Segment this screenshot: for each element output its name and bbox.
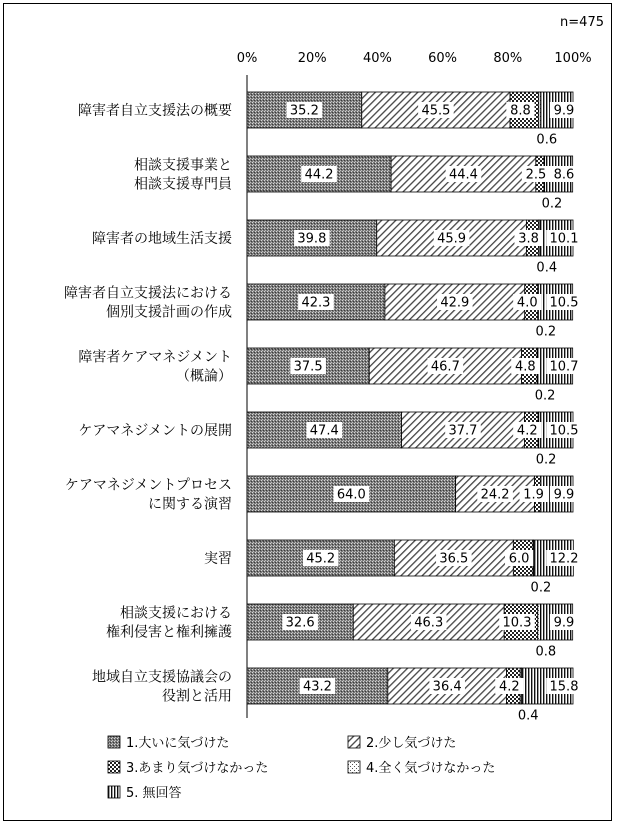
data-label: 6.0 bbox=[508, 551, 530, 567]
data-label-small: 0.8 bbox=[535, 644, 557, 660]
legend-label: 4.全く気づけなかった bbox=[366, 761, 496, 776]
legend-label: 2.少し気づけた bbox=[366, 736, 457, 751]
data-label-small: 0.6 bbox=[536, 132, 558, 148]
data-label: 9.9 bbox=[553, 615, 575, 631]
category-label: 障害者自立支援法における bbox=[64, 285, 232, 302]
data-label: 4.8 bbox=[514, 359, 536, 375]
data-label: 1.9 bbox=[523, 487, 544, 503]
category-label: 障害者の地域生活支援 bbox=[92, 231, 232, 247]
category-label: 地域自立支援協議会の bbox=[92, 669, 232, 686]
data-label: 44.2 bbox=[304, 167, 334, 183]
legend-label: 3.あまり気づけなかった bbox=[126, 761, 269, 776]
x-tick-label: 40% bbox=[362, 51, 392, 66]
data-label: 4.2 bbox=[498, 679, 520, 695]
data-label: 36.5 bbox=[439, 551, 469, 567]
x-tick-label: 60% bbox=[428, 51, 458, 66]
data-label: 32.6 bbox=[285, 615, 315, 631]
data-label: 45.5 bbox=[421, 103, 451, 119]
category-label: に関する演習 bbox=[148, 496, 232, 513]
data-label: 46.3 bbox=[414, 615, 444, 631]
data-label: 9.9 bbox=[553, 487, 575, 503]
legend-label: 1.大いに気づけた bbox=[126, 736, 230, 751]
data-label: 39.8 bbox=[297, 231, 327, 247]
data-label: 2.5 bbox=[525, 167, 547, 183]
x-tick-label: 80% bbox=[493, 51, 523, 66]
data-label: 10.5 bbox=[549, 295, 579, 311]
data-label: 45.2 bbox=[306, 551, 336, 567]
category-label: 障害者ケアマネジメント bbox=[78, 349, 232, 366]
data-label: 10.7 bbox=[549, 359, 579, 375]
data-label: 36.4 bbox=[432, 679, 462, 695]
data-label: 37.7 bbox=[448, 423, 478, 439]
category-label: （概論） bbox=[176, 368, 232, 385]
data-label: 15.8 bbox=[549, 679, 579, 695]
legend-swatch bbox=[108, 786, 120, 798]
legend-swatch bbox=[348, 736, 360, 748]
data-label: 43.2 bbox=[302, 679, 332, 695]
data-label-small: 0.2 bbox=[535, 324, 557, 340]
category-label: 個別支援計画の作成 bbox=[106, 304, 232, 321]
data-label-small: 0.2 bbox=[534, 388, 556, 404]
data-label-small: 0.2 bbox=[535, 452, 557, 468]
data-label: 44.4 bbox=[448, 167, 478, 183]
data-label: 24.2 bbox=[480, 487, 510, 503]
category-label: ケアマネジメントプロセス bbox=[64, 477, 232, 494]
data-label-small: 0.2 bbox=[541, 196, 563, 212]
data-label: 8.8 bbox=[510, 103, 531, 119]
x-tick-label: 0% bbox=[236, 51, 258, 66]
data-label: 64.0 bbox=[336, 487, 366, 503]
data-label: 42.9 bbox=[440, 295, 470, 311]
data-label: 42.3 bbox=[301, 295, 331, 311]
category-label: 相談支援における bbox=[120, 605, 232, 622]
data-label: 8.6 bbox=[553, 167, 575, 183]
data-label: 46.7 bbox=[430, 359, 460, 375]
category-label: 実習 bbox=[204, 551, 232, 567]
data-label: 37.5 bbox=[293, 359, 323, 375]
legend-swatch bbox=[348, 761, 360, 773]
data-label: 35.2 bbox=[289, 103, 319, 119]
legend-label: 5. 無回答 bbox=[126, 786, 182, 801]
sample-size-label: n=475 bbox=[560, 15, 604, 30]
data-label-small: 0.4 bbox=[536, 260, 558, 276]
category-label: 役割と活用 bbox=[162, 688, 232, 705]
data-label: 10.1 bbox=[549, 231, 579, 247]
category-label: ケアマネジメントの展開 bbox=[78, 423, 232, 439]
data-label: 45.9 bbox=[437, 231, 467, 247]
category-label: 相談支援専門員 bbox=[134, 176, 232, 193]
category-label: 障害者自立支援法の概要 bbox=[78, 103, 232, 119]
category-label: 相談支援事業と bbox=[134, 157, 232, 174]
x-tick-label: 20% bbox=[297, 51, 327, 66]
data-label: 10.5 bbox=[549, 423, 579, 439]
data-label: 47.4 bbox=[309, 423, 339, 439]
data-label: 10.3 bbox=[502, 615, 532, 631]
legend-swatch bbox=[108, 761, 120, 773]
data-label: 12.2 bbox=[549, 551, 579, 567]
data-label-small: 0.2 bbox=[530, 580, 552, 596]
data-label: 3.8 bbox=[518, 231, 539, 247]
data-label: 4.2 bbox=[516, 423, 538, 439]
data-label: 9.9 bbox=[553, 103, 575, 119]
data-label-small: 0.4 bbox=[517, 708, 539, 724]
category-label: 権利侵害と権利擁護 bbox=[106, 624, 232, 641]
x-tick-label: 100% bbox=[554, 51, 592, 66]
data-label: 4.0 bbox=[516, 295, 538, 311]
legend-swatch bbox=[108, 736, 120, 748]
